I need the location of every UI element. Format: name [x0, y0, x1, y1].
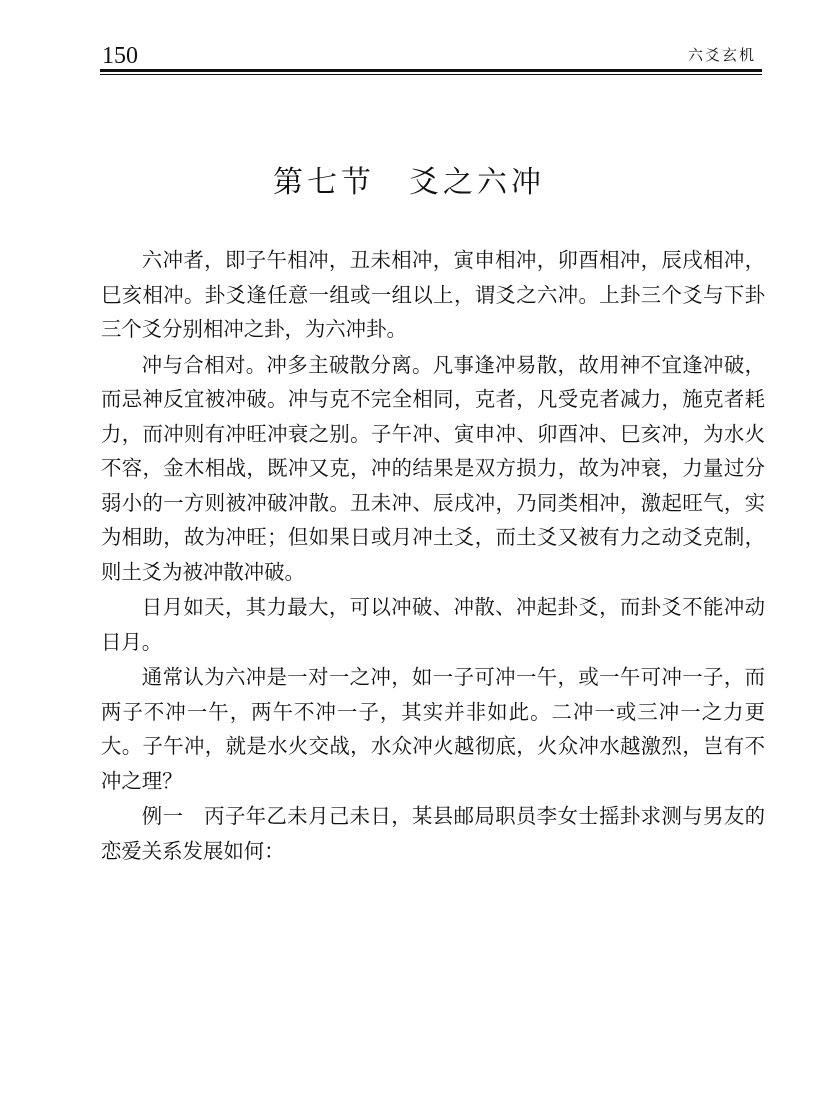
paragraph-example-one: 例一 丙子年乙未月己未日，某县邮局职员李女士摇卦求测与男友的恋爱关系发展如何： [101, 804, 765, 863]
paragraph-six-clashes-definition: 六冲者，即子午相冲，丑未相冲，寅申相冲，卯酉相冲，辰戌相冲，巳亥相冲。卦爻逢任意一组或一组以上，谓爻之六冲。上卦三个爻与下卦三个爻分别相冲之卦，为六冲卦。 [101, 248, 765, 341]
body-text [101, 243, 765, 868]
paragraph-one-to-one: 通常认为六冲是一对一之冲，如一子可冲一午，或一午可冲一子，而两子不冲一午，两午不冲一子，其实并非如此。二冲一或三冲一之力更大。子午冲，就是水火交战，水众冲火越彻底，火众冲水越激烈，岂有不冲之理？ [101, 665, 765, 793]
page-number: 150 [102, 43, 138, 69]
header-rule-thick [100, 69, 762, 72]
running-title: 六爻玄机 [687, 46, 756, 64]
header-rule-thin [100, 74, 762, 75]
paragraph-sun-moon: 日月如天，其力最大，可以冲破、冲散、冲起卦爻，而卦爻不能冲动日月。 [101, 595, 765, 654]
paragraph-clash-vs-combine: 冲与合相对。冲多主破散分离。凡事逢冲易散，故用神不宜逢冲破，而忌神反宜被冲破。冲与克不完全相同，克者，凡受克者减力，施克者耗力，而冲则有冲旺冲衰之别。子午冲、寅申冲、卯酉冲、巳亥冲，为水火不容，金木相战，既冲又克，冲的结果是双方损力，故为冲衰，力量过分弱小的一方则被冲破冲散。丑未冲、辰戌冲，乃同类相冲，激起旺气，实为相助，故为冲旺；但如果日或月冲土爻，而土爻又被有力之动爻克制，则土爻为被冲散冲破。 [101, 352, 765, 584]
section-title: 第七节 爻之六冲 [273, 165, 545, 200]
